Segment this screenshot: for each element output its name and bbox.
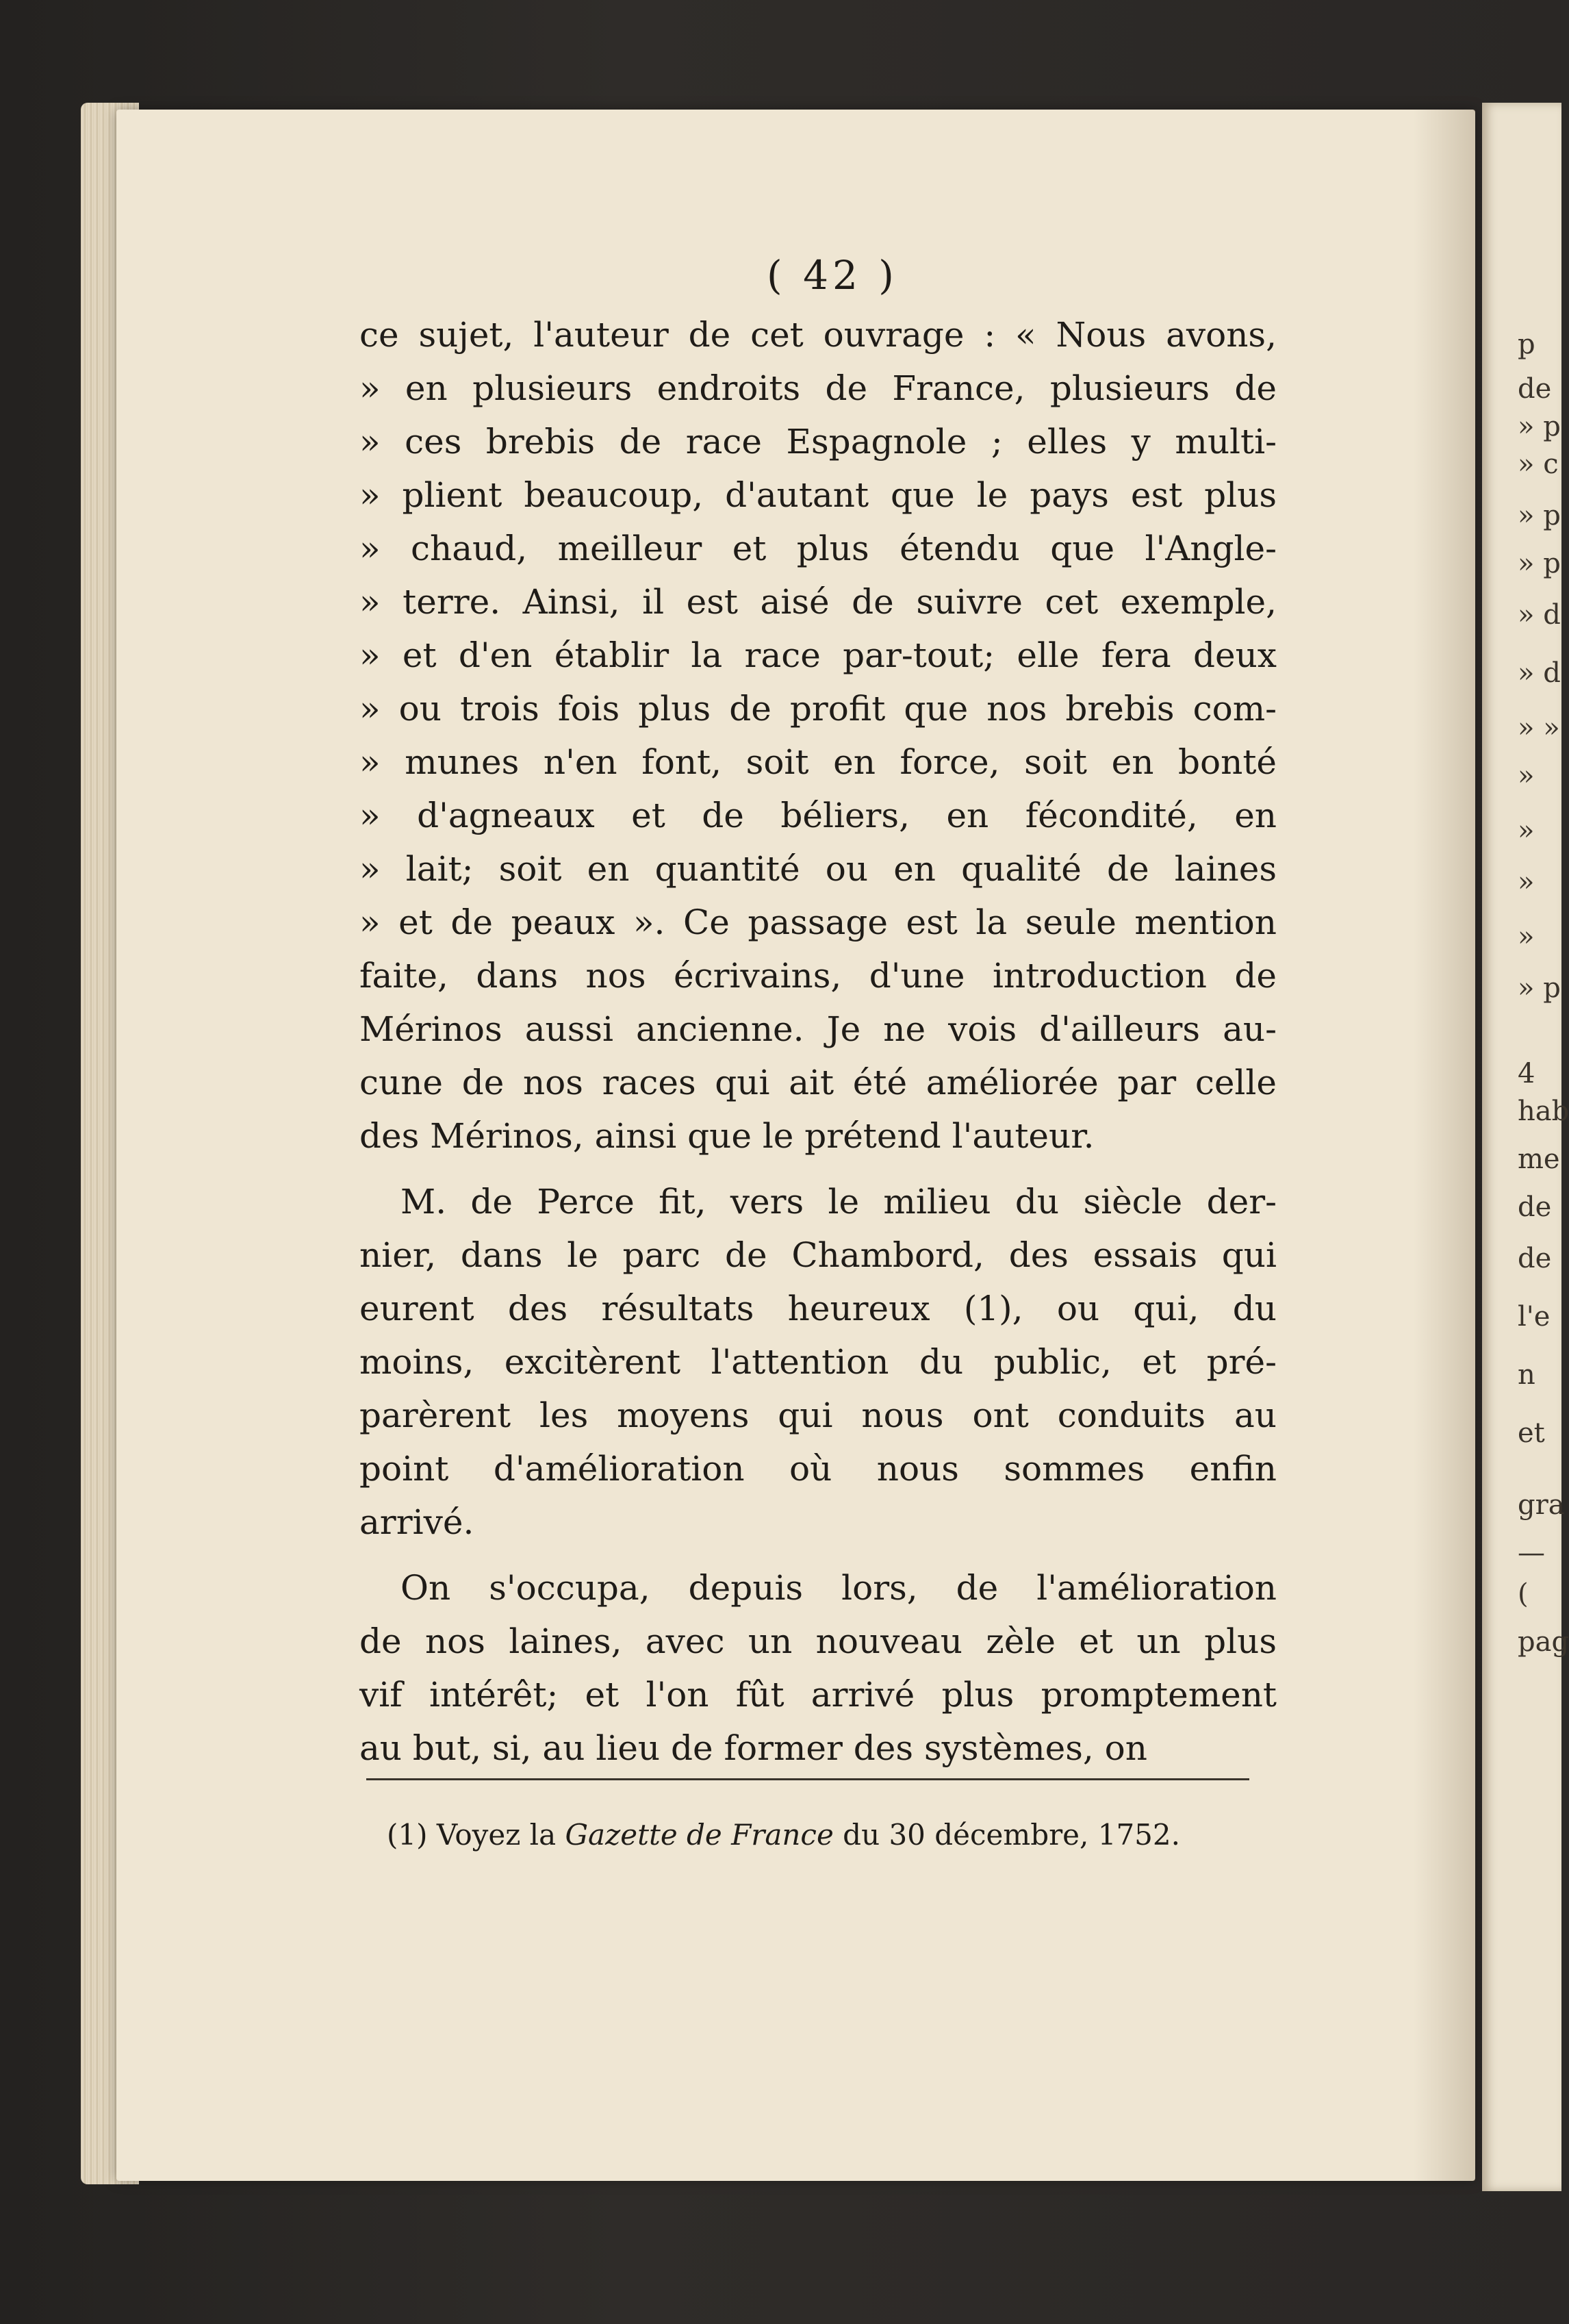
facing-page-fragment: » p [1518, 500, 1561, 531]
facing-page-fragment: » d [1518, 657, 1561, 689]
text-line: » ces brebis de race Espagnole ; elles y multi- [359, 422, 1277, 462]
text-line: M. de Perce fit, vers le milieu du siècle der- [400, 1182, 1277, 1222]
text-line: ce sujet, l'auteur de cet ouvrage : « Nous avons, [359, 315, 1277, 355]
text-line: On s'occupa, depuis lors, de l'amélioration [400, 1568, 1277, 1608]
body-text [359, 308, 1277, 1775]
paragraph-gap [359, 1549, 1277, 1561]
text-line: des Mérinos, ainsi que le prétend l'auteur. [359, 1116, 1095, 1156]
footnote [387, 1818, 1180, 1852]
text-line: » terre. Ainsi, il est aisé de suivre cet exemple, [359, 582, 1277, 622]
facing-page-fragment: l'e [1518, 1301, 1551, 1332]
facing-page-fragment: ( [1518, 1578, 1529, 1610]
facing-page-fragment: — [1518, 1537, 1545, 1569]
text-line: Mérinos aussi ancienne. Je ne vois d'ailleurs au- [359, 1009, 1277, 1049]
footnote-prefix: (1) Voyez la [387, 1818, 565, 1852]
footnote-suffix: du 30 décembre, 1752. [833, 1818, 1180, 1852]
text-line: parèrent les moyens qui nous ont conduits au [359, 1395, 1277, 1435]
facing-page-fragment: » [1518, 866, 1535, 898]
facing-page-fragment: pag [1518, 1626, 1569, 1658]
facing-page-fragment: p [1518, 329, 1535, 360]
facing-page-fragment: de [1518, 1243, 1552, 1274]
text-line: » en plusieurs endroits de France, plusieurs de [359, 368, 1277, 408]
facing-page-fragment: me [1518, 1144, 1560, 1175]
footnote-title: Gazette de France [565, 1818, 834, 1852]
facing-page-fragment: » d [1518, 599, 1561, 631]
text-line: point d'amélioration où nous sommes enfin [359, 1449, 1277, 1489]
text-line: vif intérêt; et l'on fût arrivé plus promptement [359, 1675, 1277, 1715]
text-line: moins, excitèrent l'attention du public, et pré- [359, 1342, 1277, 1382]
text-line: » d'agneaux et de béliers, en fécondité, en [359, 796, 1277, 835]
facing-page-fragment: et [1518, 1417, 1545, 1449]
facing-page-fragment: de [1518, 373, 1552, 405]
text-line: » et d'en établir la race par-tout; elle fera deux [359, 635, 1277, 675]
facing-page-fragment: » p [1518, 548, 1561, 579]
text-line: au but, si, au lieu de former des systèmes, on [359, 1728, 1147, 1768]
facing-page-fragment: gra [1518, 1489, 1565, 1521]
text-line: » lait; soit en quantité ou en qualité de laines [359, 849, 1277, 889]
facing-page [1482, 103, 1569, 2191]
facing-page-fragment: » p [1518, 411, 1561, 442]
gutter-shadow [1414, 110, 1475, 2181]
text-line: faite, dans nos écrivains, d'une introduction de [359, 956, 1277, 996]
text-line: » et de peaux ». Ce passage est la seule mention [359, 902, 1277, 942]
text-line: » plient beaucoup, d'autant que le pays est plus [359, 475, 1277, 515]
facing-page-fragment: de [1518, 1191, 1552, 1223]
text-line: de nos laines, avec un nouveau zèle et un plus [359, 1621, 1277, 1661]
text-line: cune de nos races qui ait été améliorée par celle [359, 1063, 1277, 1102]
facing-page-fragment: n [1518, 1359, 1535, 1391]
facing-page-fragment: » p [1518, 972, 1561, 1004]
facing-page-fragment: » [1518, 815, 1535, 846]
page-number: ( 42 ) [767, 252, 898, 299]
text-line: eurent des résultats heureux (1), ou qui, du [359, 1289, 1277, 1328]
facing-page-fragment: » [1518, 921, 1535, 952]
text-line: arrivé. [359, 1502, 474, 1542]
facing-page-fragment: » c [1518, 449, 1559, 480]
facing-page-fragment: hab [1518, 1096, 1569, 1127]
text-line: » ou trois fois plus de profit que nos brebis com- [359, 689, 1277, 729]
footnote-rule [366, 1778, 1249, 1780]
facing-page-fragment: » [1518, 760, 1535, 792]
text-line: » munes n'en font, soit en force, soit en bonté [359, 742, 1277, 782]
facing-page-fragment: 4 [1518, 1058, 1535, 1089]
paragraph-gap [359, 1163, 1277, 1175]
facing-page-fragment: » » [1518, 712, 1560, 744]
text-line: » chaud, meilleur et plus étendu que l'Angle- [359, 529, 1277, 568]
text-line: nier, dans le parc de Chambord, des essais qui [359, 1235, 1277, 1275]
